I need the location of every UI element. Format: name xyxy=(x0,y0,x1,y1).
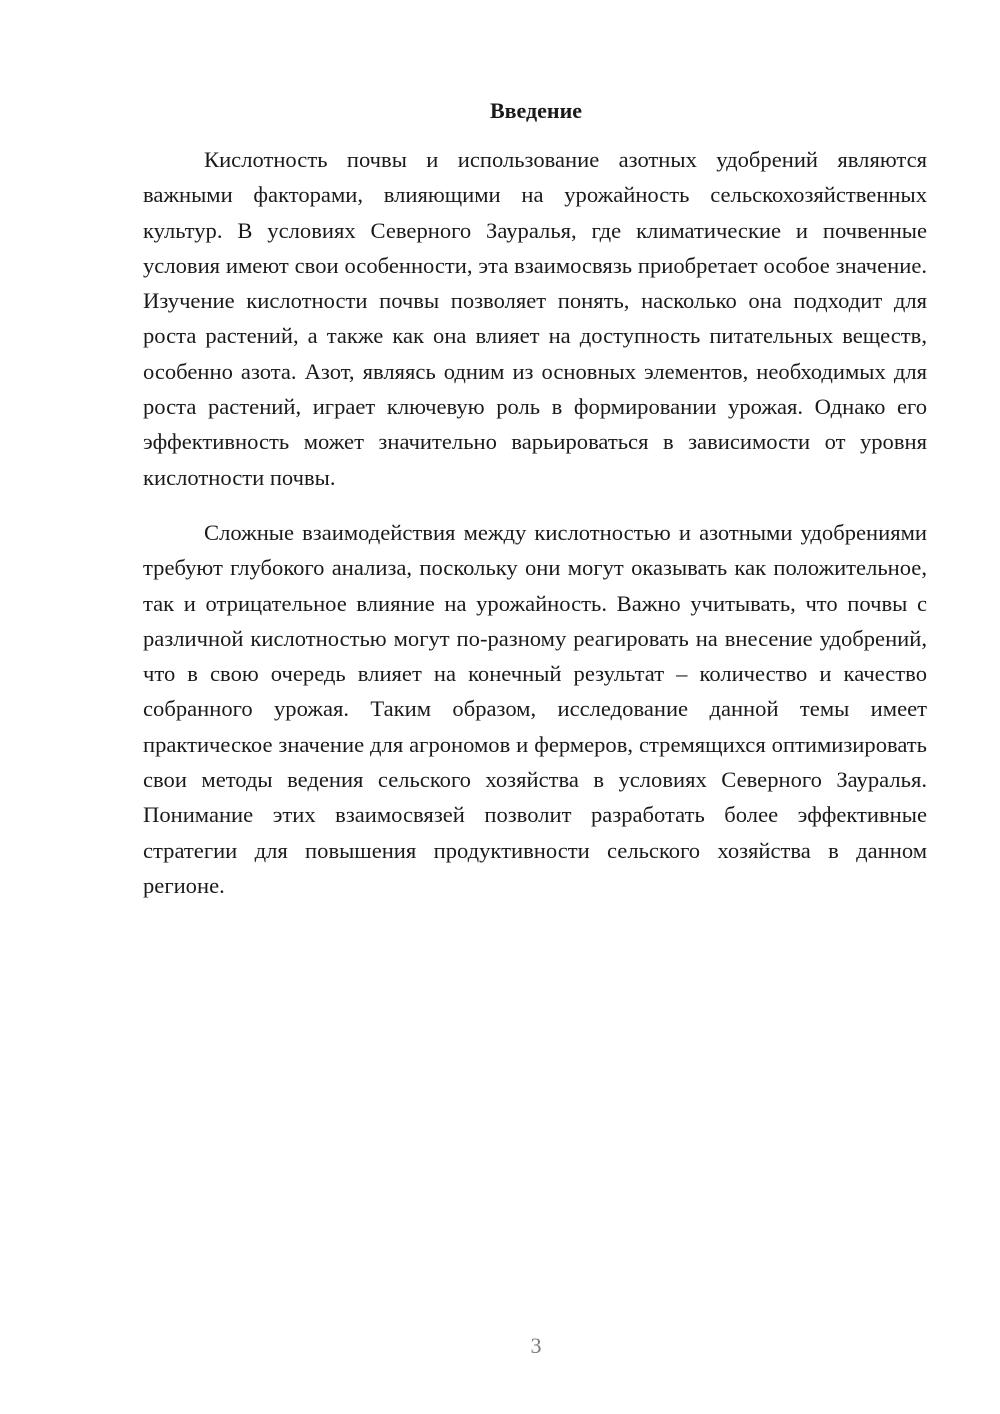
paragraph: Кислотность почвы и использование азотных удобрений являются важными факторами, влияющими на урожайность сельскохозяйственных культур. В условиях Северного Зауралья, где климатические и почвенные условия имеют свои особенности, эта взаимосвязь приобретает особое значение. Изучение кислотности почвы позволяет понять, насколько она подходит для роста растений, а также как она влияет на доступность питательных веществ, особенно азота. Азот, являясь одним из основных элементов, необходимых для роста растений, играет ключевую роль в формировании урожая. Однако его эффективность может значительно варьироваться в зависимости от уровня кислотности почвы. xyxy=(143,147,927,490)
page-number: 3 xyxy=(530,1333,542,1358)
section-heading: Введение xyxy=(489,98,583,123)
paragraph: Сложные взаимодействия между кислотностью и азотными удобрениями требуют глубокого анализа, поскольку они могут оказывать как положительное, так и отрицательное влияние на урожайность. Важно учитывать, что почвы с различной кислотностью могут по-разному реагировать на внесение удобрений, что в свою очередь влияет на конечный результат – количество и качество собранного урожая. Таким образом, исследование данной темы имеет практическое значение для агрономов и фермеров, стремящихся оптимизировать свои методы ведения сельского хозяйства в условиях Северного Зауралья. Понимание этих взаимосвязей позволит разработать более эффективные стратегии для повышения продуктивности сельского хозяйства в данном регионе. xyxy=(143,519,927,898)
body-text xyxy=(143,142,927,903)
